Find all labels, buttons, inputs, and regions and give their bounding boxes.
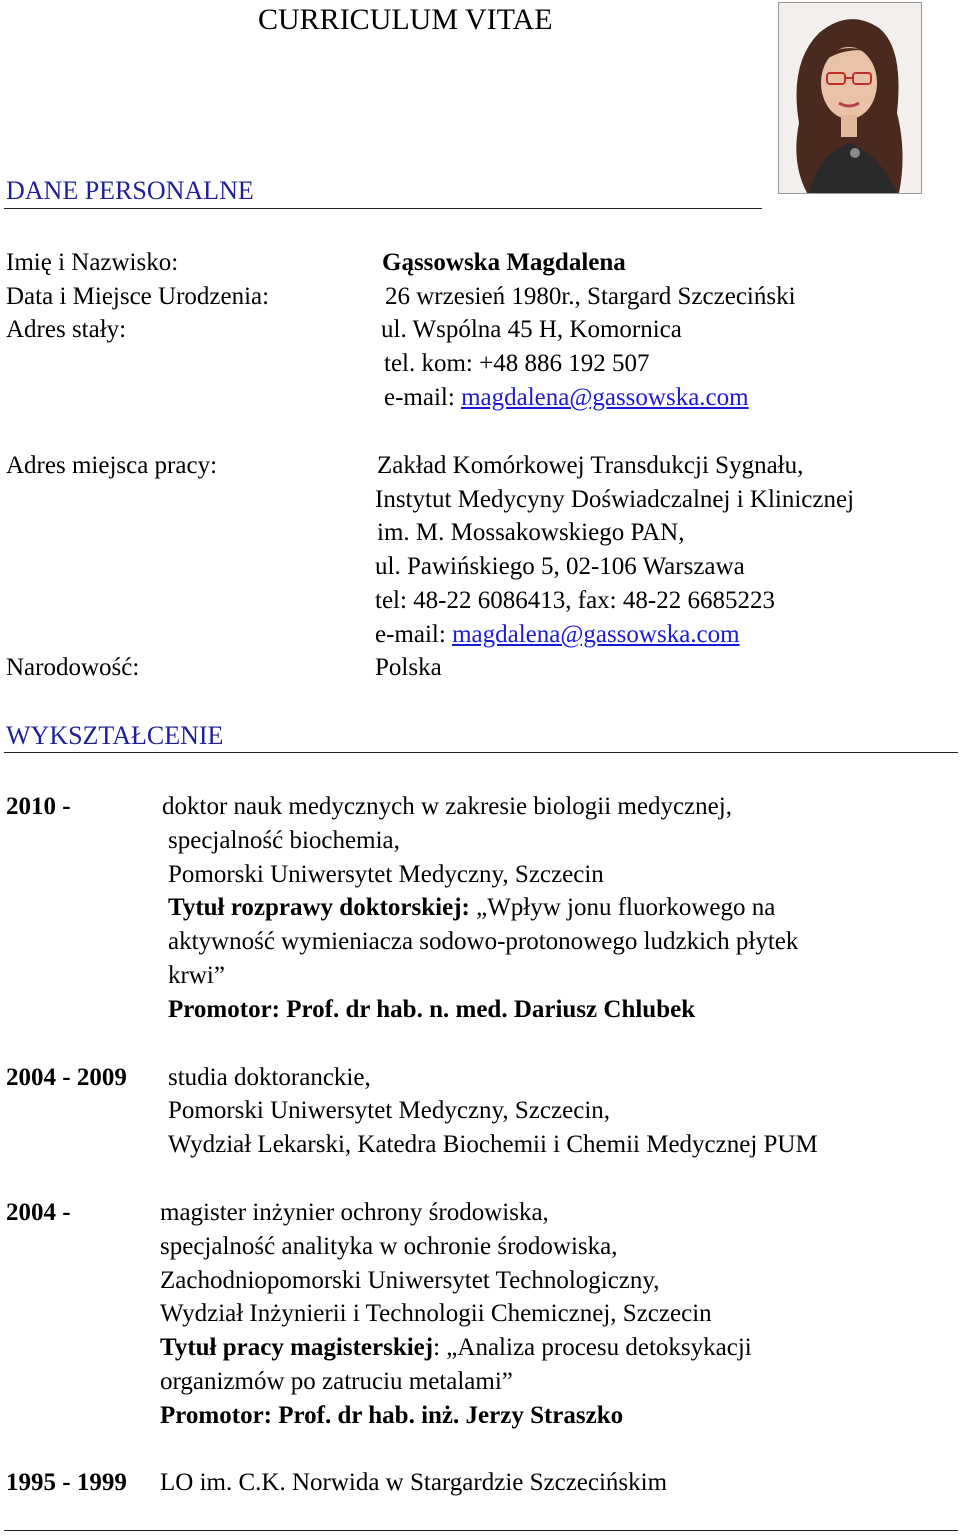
- education-line: specjalność analityka w ochronie środowiska,: [160, 1233, 618, 1260]
- email-link[interactable]: magdalena@gassowska.com: [461, 384, 749, 411]
- education-line: Wydział Lekarski, Katedra Biochemii i Chemii Medycznej PUM: [168, 1131, 818, 1158]
- work-email-prefix: e-mail:: [375, 621, 453, 648]
- work-email-link[interactable]: magdalena@gassowska.com: [452, 621, 740, 648]
- nationality-label: Narodowość:: [6, 654, 140, 681]
- promoter-line: Promotor: Prof. dr hab. n. med. Dariusz Chlubek: [168, 996, 696, 1023]
- thesis-label: Tytuł rozprawy doktorskiej:: [168, 894, 470, 921]
- page-title: CURRICULUM VITAE: [258, 3, 553, 36]
- name-label: Imię i Nazwisko:: [6, 249, 179, 276]
- thesis-text: : „Analiza procesu detoksykacji: [433, 1334, 752, 1361]
- education-year: 2004 - 2009: [6, 1064, 127, 1091]
- thesis-line: [160, 1331, 752, 1365]
- work-phone-line: tel: 48-22 6086413, fax: 48-22 6685223: [375, 587, 775, 614]
- education-year: 2004 -: [6, 1199, 71, 1226]
- phone-line: tel. kom: +48 886 192 507: [384, 350, 650, 377]
- education-line: studia doktoranckie,: [168, 1064, 371, 1091]
- thesis-line: krwi”: [168, 962, 225, 989]
- work-email-line: [375, 618, 740, 652]
- education-line: LO im. C.K. Norwida w Stargardzie Szczecińskim: [160, 1469, 668, 1496]
- education-year: 2010 -: [6, 793, 71, 820]
- email-line: [384, 381, 749, 415]
- thesis-line: organizmów po zatruciu metalami”: [160, 1368, 513, 1395]
- page-bottom-divider: [4, 1530, 958, 1531]
- work-address-label: Adres miejsca pracy:: [6, 452, 218, 479]
- address-label: Adres stały:: [6, 316, 127, 343]
- section-divider: [4, 752, 958, 753]
- birth-label: Data i Miejsce Urodzenia:: [6, 283, 270, 310]
- education-year: 1995 - 1999: [6, 1469, 127, 1496]
- thesis-line: [168, 891, 775, 925]
- work-address-line: Instytut Medycyny Doświadczalnej i Klinicznej: [375, 486, 855, 513]
- education-heading: WYKSZTAŁCENIE: [6, 721, 224, 750]
- education-line: Wydział Inżynierii i Technologii Chemicznej, Szczecin: [160, 1300, 712, 1327]
- nationality-value: Polska: [375, 654, 442, 681]
- education-line: Pomorski Uniwersytet Medyczny, Szczecin: [168, 861, 604, 888]
- work-address-line: im. M. Mossakowskiego PAN,: [377, 519, 685, 546]
- address-line: ul. Wspólna 45 H, Komornica: [381, 316, 682, 343]
- section-divider: [4, 208, 762, 209]
- work-address-line: ul. Pawińskiego 5, 02-106 Warszawa: [375, 553, 745, 580]
- thesis-label: Tytuł pracy magisterskiej: [160, 1334, 434, 1361]
- promoter-line: Promotor: Prof. dr hab. inż. Jerzy Straszko: [160, 1402, 624, 1429]
- work-address-line: Zakład Komórkowej Transdukcji Sygnału,: [377, 452, 804, 479]
- thesis-text: „Wpływ jonu fluorkowego na: [469, 894, 776, 921]
- email-prefix: e-mail:: [384, 384, 462, 411]
- education-line: specjalność biochemia,: [168, 827, 400, 854]
- portrait-photo: [778, 2, 922, 194]
- education-line: doktor nauk medycznych w zakresie biologii medycznej,: [162, 793, 732, 820]
- name-value: Gąssowska Magdalena: [382, 249, 626, 276]
- birth-value: 26 wrzesień 1980r., Stargard Szczeciński: [385, 283, 796, 310]
- education-line: Zachodniopomorski Uniwersytet Technologiczny,: [160, 1267, 660, 1294]
- education-line: Pomorski Uniwersytet Medyczny, Szczecin,: [168, 1097, 611, 1124]
- thesis-line: aktywność wymieniacza sodowo-protonowego ludzkich płytek: [168, 928, 799, 955]
- education-line: magister inżynier ochrony środowiska,: [160, 1199, 549, 1226]
- personal-data-heading: DANE PERSONALNE: [6, 176, 254, 205]
